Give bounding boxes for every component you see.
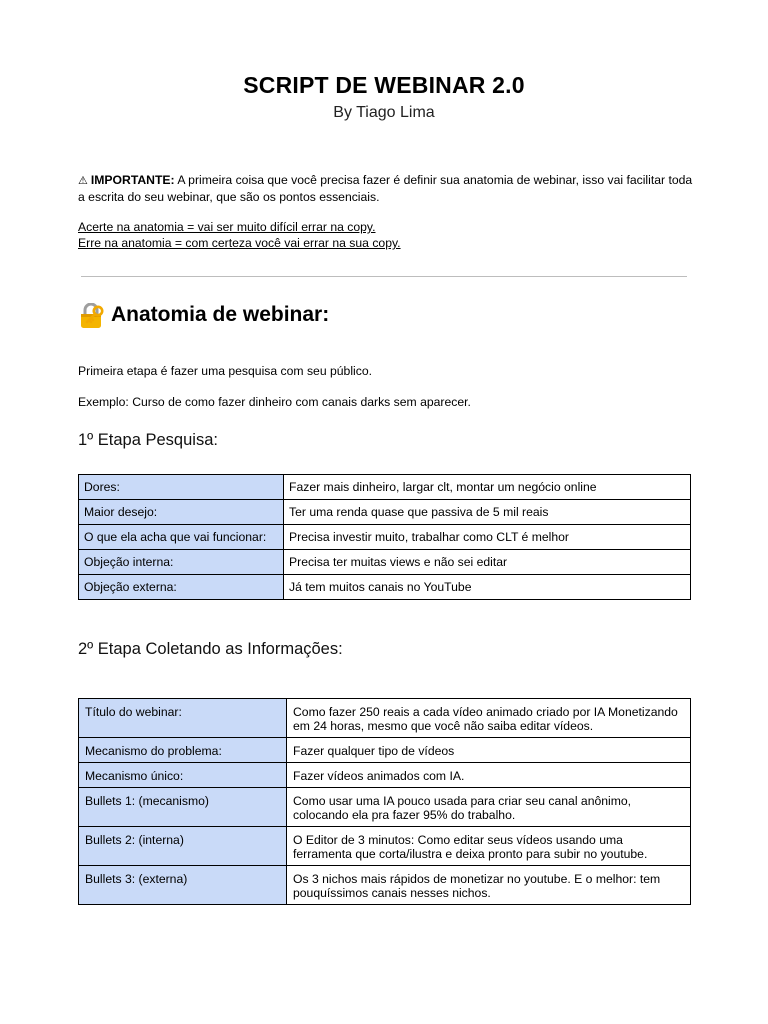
table-row (79, 763, 691, 788)
row-key: O que ela acha que vai funcionar: (79, 525, 284, 550)
rule-line: Erre na anatomia = com certeza você vai errar na sua copy. (78, 236, 401, 250)
table-row (79, 575, 691, 600)
row-key: Mecanismo do problema: (79, 738, 287, 763)
table-row (79, 866, 691, 905)
row-key: Mecanismo único: (79, 763, 287, 788)
row-value: Os 3 nichos mais rápidos de monetizar no youtube. E o melhor: tem pouquíssimos canais nesses nichos. (287, 866, 691, 905)
table-row (79, 550, 691, 575)
row-value: O Editor de 3 minutos: Como editar seus vídeos usando uma ferramenta que corta/ilustra e deixa pronto para subir no youtube. (287, 827, 691, 866)
anatomy-rules (78, 219, 693, 251)
row-value: Fazer qualquer tipo de vídeos (287, 738, 691, 763)
section-heading (78, 302, 329, 328)
section-title: Anatomia de webinar: (111, 303, 330, 326)
row-value: Já tem muitos canais no YouTube (284, 575, 691, 600)
notice-label: IMPORTANTE: (90, 173, 175, 187)
author-line: By Tiago Lima (333, 104, 435, 121)
step2-heading: 2º Etapa Coletando as Informações: (78, 640, 343, 658)
research-table (78, 474, 691, 600)
row-value: Ter uma renda quase que passiva de 5 mil reais (284, 500, 691, 525)
info-table (78, 698, 691, 905)
page-title: SCRIPT DE WEBINAR 2.0 (243, 72, 525, 98)
row-value: Precisa investir muito, trabalhar como CLT é melhor (284, 525, 691, 550)
horizontal-divider (81, 276, 687, 277)
row-value: Como fazer 250 reais a cada vídeo animado criado por IA Monetizando em 24 horas, mesmo que você não saiba editar vídeos. (287, 699, 691, 738)
step1-heading: 1º Etapa Pesquisa: (78, 431, 218, 449)
row-key: Título do webinar: (79, 699, 287, 738)
rule-line: Acerte na anatomia = vai ser muito difícil errar na copy. (78, 220, 376, 234)
table-row (79, 525, 691, 550)
important-notice (78, 172, 693, 205)
table-row (79, 475, 691, 500)
table-row (79, 699, 691, 738)
row-key: Maior desejo: (79, 500, 284, 525)
table-row (79, 788, 691, 827)
row-value: Fazer vídeos animados com IA. (287, 763, 691, 788)
row-key: Bullets 1: (mecanismo) (79, 788, 287, 827)
example-line: Exemplo: Curso de como fazer dinheiro com canais darks sem aparecer. (78, 395, 471, 409)
lock-with-key-icon (78, 303, 104, 329)
table-row (79, 827, 691, 866)
row-value: Precisa ter muitas views e não sei editar (284, 550, 691, 575)
intro-line: Primeira etapa é fazer uma pesquisa com seu público. (78, 364, 373, 378)
row-key: Objeção interna: (79, 550, 284, 575)
row-value: Fazer mais dinheiro, largar clt, montar um negócio online (284, 475, 691, 500)
row-key: Bullets 2: (interna) (79, 827, 287, 866)
warning-icon: ⚠ (78, 175, 88, 187)
row-key: Bullets 3: (externa) (79, 866, 287, 905)
row-key: Dores: (79, 475, 284, 500)
table-row (79, 738, 691, 763)
row-key: Objeção externa: (79, 575, 284, 600)
notice-text: A primeira coisa que você precisa fazer é definir sua anatomia de webinar, isso vai facilitar toda a escrita do seu webinar, que são os pontos essenciais. (78, 173, 693, 204)
table-row (79, 500, 691, 525)
row-value: Como usar uma IA pouco usada para criar seu canal anônimo, colocando ela pra fazer 95% do trabalho. (287, 788, 691, 827)
